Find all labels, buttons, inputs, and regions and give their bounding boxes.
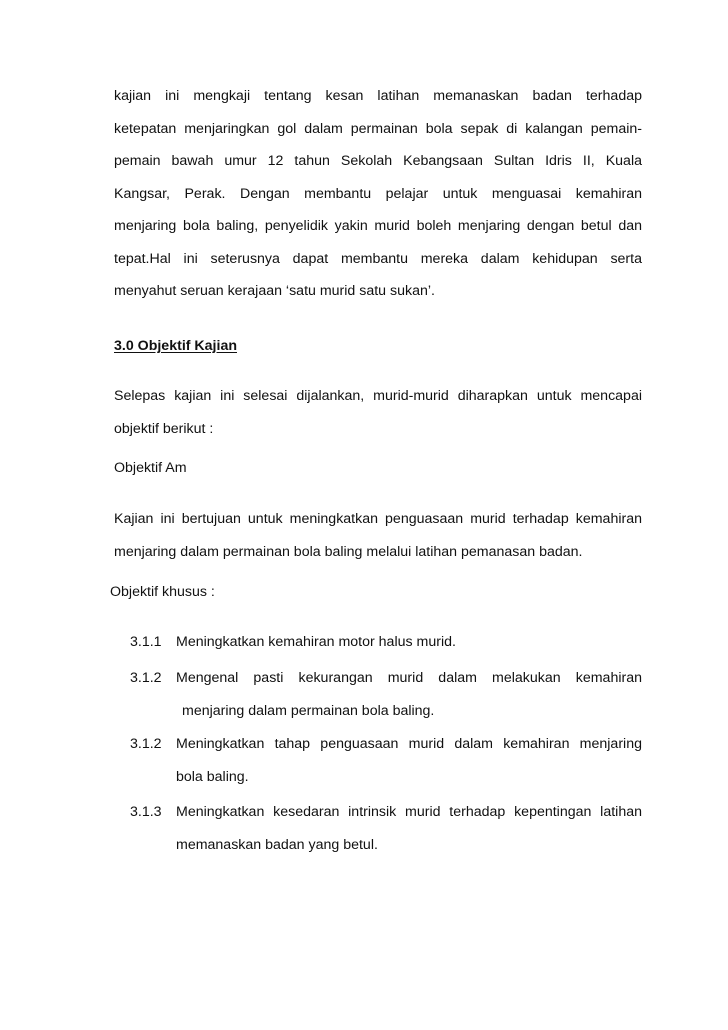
list-item <box>130 626 642 659</box>
list-item-number: 3.1.2 <box>130 670 162 686</box>
paragraph-line: tepat.Hal ini seterusnya dapat membantu mereka dalam kehidupan serta <box>114 250 642 267</box>
paragraph-line: ketepatan menjaringkan gol dalam permainan bola sepak di kalangan pemain- <box>114 120 642 137</box>
list-item <box>130 662 642 727</box>
paragraph-line: Selepas kajian ini selesai dijalankan, murid-murid diharapkan untuk mencapai <box>114 388 642 404</box>
list-item-text: Meningkatkan kesedaran intrinsik murid terhadap kepentingan latihan <box>176 804 642 820</box>
general-objective-label-block <box>114 452 642 485</box>
paragraph-line: menyahut seruan kerajaan ‘satu murid satu sukan’. <box>114 283 435 299</box>
paragraph-line: Kajian ini bertujuan untuk meningkatkan penguasaan murid terhadap kemahiran <box>114 511 642 527</box>
list-item-number: 3.1.2 <box>130 736 162 752</box>
list-item-number: 3.1.1 <box>130 634 162 650</box>
list-item-text: Meningkatkan tahap penguasaan murid dalam kemahiran menjaring <box>176 736 642 752</box>
general-objective-label: Objektif Am <box>114 460 187 476</box>
intro-paragraph <box>114 80 642 308</box>
list-item-continuation: menjaring dalam permainan bola baling. <box>182 702 435 719</box>
list-item <box>130 796 642 861</box>
paragraph-line: pemain bawah umur 12 tahun Sekolah Kebangsaan Sultan Idris II, Kuala <box>114 153 642 169</box>
paragraph-line: menjaring bola baling, penyelidik yakin murid boleh menjaring dengan betul dan <box>114 218 642 234</box>
specific-objective-label-block <box>110 576 638 609</box>
paragraph-line: kajian ini mengkaji tentang kesan latihan memanaskan badan terhadap <box>114 88 642 104</box>
section-heading: 3.0 Objektif Kajian <box>114 338 237 354</box>
list-item-continuation: memanaskan badan yang betul. <box>176 836 378 853</box>
list-item-text: Mengenal pasti kekurangan murid dalam melakukan kemahiran <box>176 670 642 686</box>
paragraph-line: objektif berikut : <box>114 420 214 437</box>
general-objective <box>114 503 642 568</box>
list-item <box>130 728 642 793</box>
paragraph-line: Kangsar, Perak. Dengan membantu pelajar untuk menguasai kemahiran <box>114 185 642 202</box>
section-heading-block <box>114 330 642 363</box>
paragraph-line: menjaring dalam permainan bola baling melalui latihan pemanasan badan. <box>114 543 583 560</box>
objectives-intro <box>114 380 642 445</box>
list-item-number: 3.1.3 <box>130 804 162 820</box>
specific-objective-label: Objektif khusus : <box>110 584 215 600</box>
list-item-continuation: bola baling. <box>176 768 249 785</box>
list-item-text: Meningkatkan kemahiran motor halus murid. <box>176 634 456 650</box>
